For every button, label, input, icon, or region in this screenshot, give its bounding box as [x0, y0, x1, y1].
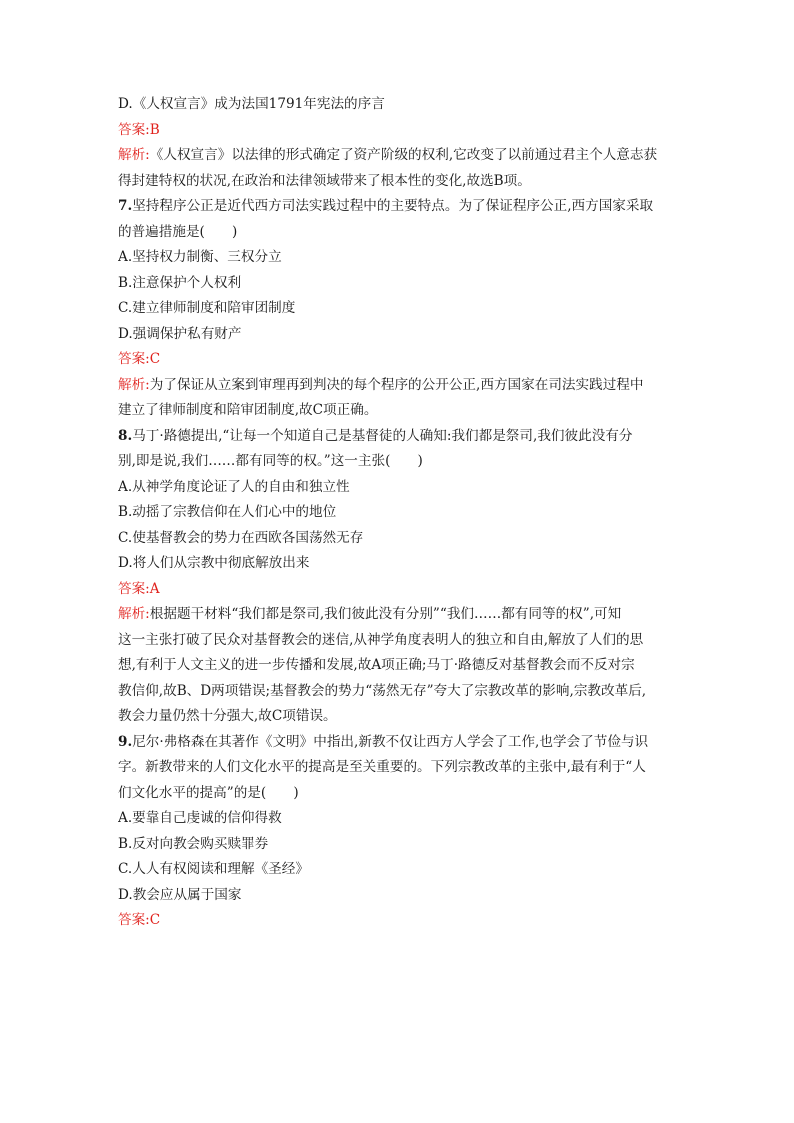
answer-line [118, 347, 678, 373]
answer-text: 答案:C [118, 351, 161, 367]
option-line: B.反对向教会购买赎罪券 [118, 835, 269, 852]
text-line: 字。新教带来的人们文化水平的提高是至关重要的。下列宗教改革的主张中,最有利于“人 [118, 759, 646, 775]
text-line: 建立了律师制度和陪审团制度,故C项正确。 [118, 402, 378, 418]
question-number: 8. [118, 427, 133, 444]
analysis-label: 解析: [118, 147, 150, 163]
question-text: 马丁·路德提出,“让每一个知道自己是基督徒的人确知:我们都是祭司,我们彼此没有分 [132, 427, 633, 444]
option-line: C.使基督教会的势力在西欧各国荡然无存 [118, 529, 364, 546]
option-line: D.强调保护私有财产 [118, 325, 242, 342]
answer-line [118, 577, 678, 603]
option-line: D.将人们从宗教中彻底解放出来 [118, 555, 310, 571]
question-number: 9. [118, 733, 133, 750]
option-line: A.要靠自己虔诚的信仰得救 [118, 810, 282, 826]
analysis-label: 解析: [118, 376, 150, 393]
answer-line [118, 118, 678, 144]
answer-text: 答案:A [118, 580, 160, 597]
question-text: 尼尔·弗格森在其著作《文明》中指出,新教不仅让西方人学会了工作,也学会了节俭与识 [132, 733, 649, 750]
analysis-text: 为了保证从立案到审理再到判决的每个程序的公开公正,西方国家在司法实践过程中 [149, 376, 644, 393]
option-line: D.教会应从属于国家 [118, 886, 242, 903]
analysis-line [118, 602, 678, 628]
text-line: 们文化水平的提高”的是( ) [118, 784, 299, 801]
option-line: C.人人有权阅读和理解《圣经》 [118, 861, 309, 877]
question-number: 7. [118, 198, 133, 214]
option-line: A.坚持权力制衡、三权分立 [118, 249, 282, 265]
analysis-text: 《人权宣言》以法律的形式确定了资产阶级的权利,它改变了以前通过君主个人意志获 [149, 147, 658, 163]
text-line: 想,有利于人文主义的进一步传播和发展,故A项正确;马丁·路德反对基督教会而不反对宗 [118, 657, 635, 673]
answer-text: 答案:B [118, 121, 160, 138]
option-line: B.注意保护个人权利 [118, 274, 242, 291]
document-page [118, 92, 678, 934]
answer-line [118, 908, 678, 934]
text-line: 这一主张打破了民众对基督教会的迷信,从神学角度表明人的独立和自由,解放了人们的思 [118, 631, 644, 648]
text-line: 别,即是说,我们……都有同等的权。”这一主张( ) [118, 453, 423, 469]
question-line [118, 730, 678, 756]
text-line: 教信仰,故B、D两项错误;基督教会的势力“荡然无存”夸大了宗教改革的影响,宗教改革后, [118, 682, 647, 699]
answer-text: 答案:C [118, 912, 161, 928]
question-line [118, 424, 678, 450]
question-text: 坚持程序公正是近代西方司法实践过程中的主要特点。为了保证程序公正,西方国家采取 [132, 198, 654, 214]
text-line: 的普遍措施是( ) [118, 223, 238, 240]
text-line: 教会力量仍然十分强大,故C项错误。 [118, 708, 337, 724]
option-line: D.《人权宣言》成为法国1791年宪法的序言 [118, 96, 385, 112]
question-line [118, 194, 678, 220]
analysis-text: 根据题干材料“我们都是祭司,我们彼此没有分别”“我们……都有同等的权”,可知 [149, 606, 622, 622]
analysis-line [118, 373, 678, 399]
analysis-line [118, 143, 678, 169]
text-line: 得封建特权的状况,在政治和法律领域带来了根本性的变化,故选B项。 [118, 172, 531, 189]
option-line: B.动摇了宗教信仰在人们心中的地位 [118, 504, 337, 520]
option-line: C.建立律师制度和陪审团制度 [118, 300, 296, 316]
option-line: A.从神学角度论证了人的自由和独立性 [118, 478, 350, 495]
analysis-label: 解析: [118, 606, 150, 622]
